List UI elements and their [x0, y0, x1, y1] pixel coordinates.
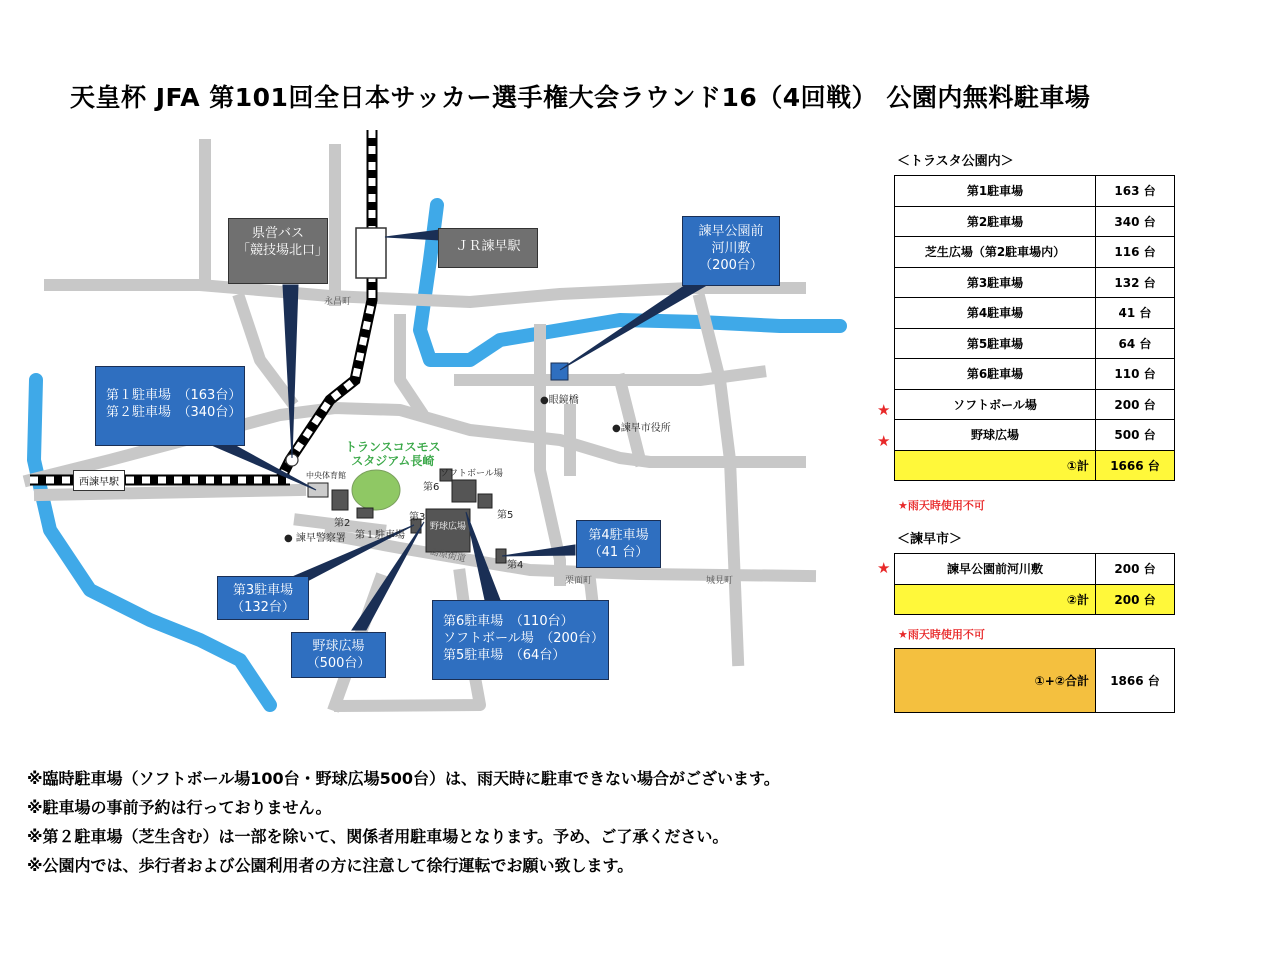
parking-lot-name: 第3駐車場 — [895, 267, 1096, 298]
megane-bridge-label: ●眼鏡橋 — [540, 395, 579, 406]
parking-lot-count: 110 台 — [1096, 359, 1175, 390]
lot5-label: 第5 — [497, 510, 514, 521]
rain-warning-star-icon: ★ — [877, 400, 891, 419]
parking-lot-name: 野球広場 — [895, 420, 1096, 451]
parking-row — [895, 176, 1175, 207]
note-item: ※臨時駐車場（ソフトボール場100台・野球広場500台）は、雨天時に駐車できない場合がございます。 — [27, 769, 780, 788]
parking-lot-count: 64 台 — [1096, 328, 1175, 359]
parking-row — [895, 420, 1175, 451]
lot4-label: 第4 — [507, 560, 524, 571]
subtotal-label: ①計 — [895, 450, 1096, 481]
subtotal-count: 200 台 — [1096, 584, 1175, 615]
total-label: ①+②合計 — [895, 649, 1096, 713]
parking-lot-name: 第6駐車場 — [895, 359, 1096, 390]
park-section-heading: ＜トラスタ公園内＞ — [897, 154, 1014, 169]
lot2-label: 第2 — [334, 518, 351, 529]
road-tokiwa: 城見町 — [706, 576, 734, 586]
parking-lot-name: 第5駐車場 — [895, 328, 1096, 359]
subtotal-count: 1666 台 — [1096, 450, 1175, 481]
parking-row — [895, 554, 1175, 585]
baseball-field-label: 野球広場 — [430, 522, 467, 532]
parking-lot-name: 第1駐車場 — [895, 176, 1096, 207]
parking-row — [895, 359, 1175, 390]
parking-row — [895, 328, 1175, 359]
lot3-callout: 第3駐車場 （132台） — [217, 576, 309, 620]
parking-lot-count: 163 台 — [1096, 176, 1175, 207]
stadium-shape — [352, 470, 400, 510]
parking-lot-name: 芝生広場（第2駐車場内） — [895, 237, 1096, 268]
parking-lot-name: 諫早公園前河川敷 — [895, 554, 1096, 585]
total-row — [895, 649, 1175, 713]
subtotal-row — [895, 450, 1175, 481]
parking-lot-name: 第4駐車場 — [895, 298, 1096, 329]
parking-lot-count: 500 台 — [1096, 420, 1175, 451]
jr-station-box — [356, 228, 386, 278]
lot1-label: 第１駐車場 — [355, 530, 405, 541]
park-parking-table — [894, 175, 1175, 481]
central-gym-label: 中央体育館 — [306, 471, 346, 480]
bus-stop-callout: 県営バス 「競技場北口」 — [228, 218, 328, 284]
parking-lot-count: 340 台 — [1096, 206, 1175, 237]
baseball-callout: 野球広場 （500台） — [291, 632, 386, 678]
stadium-label: トランスコスモス スタジアム長崎 — [345, 440, 441, 468]
rain-warning-star-icon: ★ — [877, 432, 891, 451]
parking-lot-name: 第2駐車場 — [895, 206, 1096, 237]
lot6-label: 第6 — [423, 482, 440, 493]
lot4-callout: 第4駐車場 （41 台） — [576, 520, 661, 568]
subtotal-row — [895, 584, 1175, 615]
city-hall-label: ●諫早市役所 — [612, 423, 671, 434]
parking-lot-count: 132 台 — [1096, 267, 1175, 298]
city-section-heading: ＜諫早市＞ — [897, 532, 963, 547]
west-station-label: 西諫早駅 — [73, 470, 125, 491]
parking-row — [895, 389, 1175, 420]
parking-row — [895, 267, 1175, 298]
note-item: ※第２駐車場（芝生含む）は一部を除いて、関係者用駐車場となります。予め、ご了承ください。 — [27, 827, 729, 846]
jr-station-callout: ＪＲ諫早駅 — [438, 228, 538, 268]
parking-lot-name: ソフトボール場 — [895, 389, 1096, 420]
road-kurita: 栗面町 — [565, 576, 593, 586]
page-title: 天皇杯 JFA 第101回全日本サッカー選手権大会ラウンド16（4回戦） 公園内無料駐車場 — [70, 83, 1091, 112]
subtotal-label: ②計 — [895, 584, 1096, 615]
parking-row — [895, 298, 1175, 329]
park-warning: ★雨天時使用不可 — [898, 499, 985, 512]
lot12-callout: 第１駐車場 （163台） 第２駐車場 （340台） — [95, 366, 245, 446]
note-item: ※駐車場の事前予約は行っておりません。 — [27, 798, 332, 817]
lot6-softball-lot5-callout: 第6駐車場 （110台） ソフトボール場 （200台） 第5駐車場 （64台） — [432, 600, 609, 680]
parking-lot-count: 41 台 — [1096, 298, 1175, 329]
rain-warning-star-icon: ★ — [877, 559, 891, 577]
parking-lot-count: 200 台 — [1096, 554, 1175, 585]
lot3-label: 第3 — [409, 512, 426, 523]
road-shimabara: 島原街道 — [429, 547, 467, 565]
softball-field-label: ソフトボール場 — [440, 469, 503, 479]
park-river-lot — [551, 363, 568, 380]
city-warning: ★雨天時使用不可 — [898, 628, 985, 641]
parking-lot-count: 200 台 — [1096, 389, 1175, 420]
total-count: 1866 台 — [1096, 649, 1175, 713]
notes — [27, 764, 780, 880]
total-table — [894, 648, 1175, 713]
parking-lot-count: 116 台 — [1096, 237, 1175, 268]
parking-row — [895, 206, 1175, 237]
police-label: ● 諫早警察署 — [284, 533, 346, 544]
park-river-callout: 諫早公園前 河川敷 （200台） — [682, 216, 780, 286]
note-item: ※公園内では、歩行者および公園利用者の方に注意して徐行運転でお願い致します。 — [27, 856, 634, 875]
road-eisho: 永昌町 — [324, 297, 352, 307]
city-parking-table — [894, 553, 1175, 615]
parking-row — [895, 237, 1175, 268]
